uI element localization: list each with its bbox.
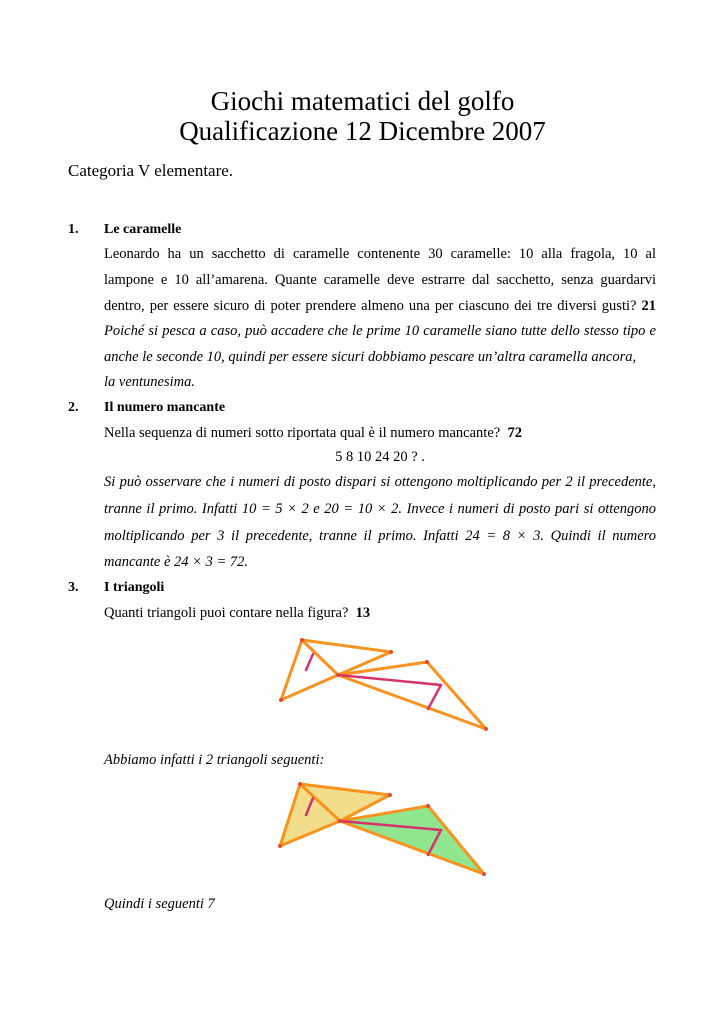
figure-vertex (425, 660, 429, 664)
problem-1-solution-line: la ventunesima. (104, 374, 196, 390)
problem-1-text-line: Leonardo ha un sacchetto di caramelle contenente 30 caramelle: 10 alla fragola, 10 al (104, 246, 656, 262)
problem-2-solution-line: mancante è 24 × 3 = 72. (104, 554, 249, 570)
filled-triangles-figure (270, 772, 492, 882)
problem-1-answer: 21 (641, 298, 656, 314)
problem-2-sequence: 5 8 10 24 20 ? . (335, 449, 425, 465)
problem-2-solution-line: tranne il primo. Infatti 10 = 5 × 2 e 20 = 10 × 2. Invece i numeri di posto pari si ottengono (104, 501, 656, 517)
problem-2-solution-line: moltiplicando per 3 il precedente, tranne il primo. Infatti 24 = 8 × 3. Quindi il numero (104, 528, 656, 544)
figure-vertex (278, 844, 282, 848)
problem-1-solution-line: Poiché si pesca a caso, può accadere che le prime 10 caramelle siano tutte dello stesso tipo e (104, 323, 656, 339)
problem-3-answer: 13 (355, 605, 371, 621)
figure-vertex (300, 638, 304, 642)
problem-3-note-2: Quindi i seguenti 7 (104, 896, 215, 912)
figure-vertex (484, 727, 488, 731)
problem-3-number: 3. (68, 580, 79, 595)
problem-1-title: Le caramelle (104, 222, 182, 237)
problem-1-text-line (104, 298, 656, 315)
problem-2-question-line (104, 425, 656, 442)
triangles-figure (270, 630, 492, 738)
figure-vertex (482, 872, 486, 876)
figure-vertex (426, 804, 430, 808)
page-subtitle: Qualificazione 12 Dicembre 2007 (179, 116, 546, 146)
problem-1-number: 1. (68, 222, 79, 237)
problem-1-question-end: dentro, per essere sicuro di poter prendere almeno una per ciascuno dei tre diversi gusti? (104, 298, 637, 314)
figure-vertex (279, 698, 283, 702)
figure-vertex (336, 673, 340, 677)
problem-3-note-1: Abbiamo infatti i 2 triangoli seguenti: (104, 752, 325, 768)
figure-inner-edge (306, 654, 313, 670)
figure-vertex (338, 819, 342, 823)
problem-1-solution-line: anche le seconde 10, quindi per essere sicuri dobbiamo pescare un’altra caramella ancora, (104, 349, 637, 365)
problem-2-question: Nella sequenza di numeri sotto riportata qual è il numero mancante? (104, 425, 501, 441)
problem-2-number: 2. (68, 400, 79, 415)
figure-vertex (388, 793, 392, 797)
problem-3-question-line (104, 605, 656, 622)
problem-2-title: Il numero mancante (104, 400, 226, 415)
problem-3-question: Quanti triangoli puoi contare nella figura? (104, 605, 349, 621)
problem-2-solution-line: Si può osservare che i numeri di posto dispari si ottengono moltiplicando per 2 il precedente, (104, 474, 656, 490)
figure-edge (338, 662, 486, 729)
page-title: Giochi matematici del golfo (210, 86, 515, 116)
figure-vertex (298, 782, 302, 786)
problem-2-answer: 72 (507, 425, 522, 441)
figure-inner-edge (428, 685, 441, 709)
category-label: Categoria V elementare. (68, 161, 234, 180)
figure-vertex (389, 650, 393, 654)
problem-3-title: I triangoli (104, 580, 165, 595)
problem-1-text-line: lampone e 10 all’amarena. Quante caramelle deve estrarre dal sacchetto, senza guardarvi (104, 272, 656, 288)
